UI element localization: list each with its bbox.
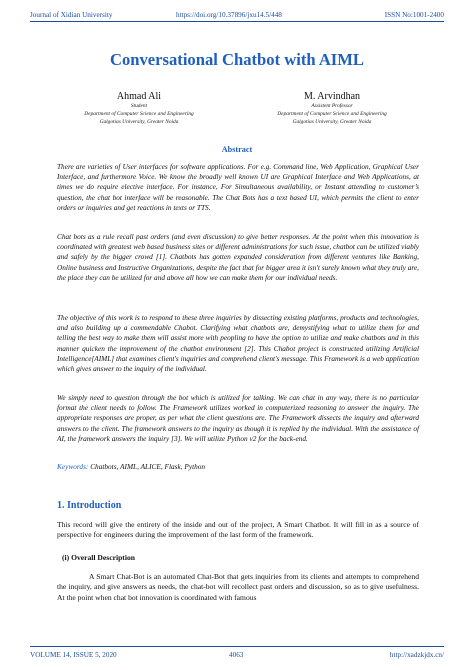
abstract-paragraph-2: Chat bots as a rule recall past orders (and even discussion) to give better responses. At the point when this innovation is coordinated with greatest web based business sites or different administrations for such issue, chatbot can be utilized viably and safely by the bigger crowd [1]. Chatbots has gotten expanded consideration from different ventures like Banking, Online business and Instructive Organizations, despite the fact that for bigger area it isn't surely known what they truly are, the place they can be utilized for and above all how we can make them for our individual needs. (57, 232, 419, 282)
keywords-text: Chatbots, AIML, ALICE, Flask, Python (90, 462, 206, 471)
author-name: Ahmad Ali (116, 91, 162, 102)
abstract-heading: Abstract (221, 145, 253, 154)
abstract-paragraph-4: We simply need to question through the bot which is utilized for talking. We can chat in any way, there is no particular format the client needs to follow. The Framework utilizes worked in computerized reasoning to answer the inquiry. The appropriate responses are proper, as per what the client questions are. The Framework dissects the inquiry and afterward answers to the client. The framework answers to the inquiry as though it is replied by the individual. With the assistance of AI, the framework answers the inquiry [3]. We will utilize Python v2 for the back-end. (57, 393, 419, 443)
keywords-line (57, 462, 419, 472)
author-role: Assistent Professor (311, 103, 353, 109)
abstract-paragraph-1: There are varieties of User interfaces for software applications. For e.g. Command line, Web Application, Graphical User Interface, and furthermore Voice. We know the broadly well known UI are Graphical Interface and Web Applications, at times we do require elective interface. For instance, For Simultaneous availability, or Instant attending to customer’s question, the chat bot interface will be reasonable. The Chat Bots has a text based UI, which permits the client to enter orders or inquiries and get reactions in texts or TTS. (57, 162, 419, 212)
author-name: M. Arvindhan (303, 91, 361, 102)
header-rule (30, 21, 444, 22)
author-univ: Galgotias University, Greater Noida (292, 119, 372, 125)
intro-paragraph: This record will give the entirety of the inside and out of the project, A Smart Chatbot. It will fill in as a source of perspective for engineers during the improvement of the last form of the framework. (57, 520, 419, 540)
subsection-heading: (i) Overall Description (62, 553, 135, 562)
author-block-1 (39, 91, 239, 126)
page-number: 4063 (229, 651, 244, 659)
issn: ISSN No:1001-2400 (384, 11, 444, 19)
journal-name: Journal of Xidian University (30, 11, 113, 19)
footer-volume: VOLUME 14, ISSUE 5, 2020 (30, 651, 117, 659)
author-dept: Department of Computer Science and Engineering (84, 111, 194, 117)
doi-link[interactable]: https://doi.org/10.37896/jxu14.5/448 (176, 11, 282, 19)
paper-title: Conversational Chatbot with AIML (110, 50, 364, 69)
abstract-paragraph-3: The objective of this work is to respond to these three inquiries by dissecting existing platforms, products and technologies, and also building up a commendable Chabot. Clarifying what chatbots are, demystifying what to utilize them for and telling the best way to make them will assist more with peopling to have the option to utilize and make chatbots and in this manner quicken the improvement of the chatbot environment [2]. This Chabot project is constructed utilizing Artificial Intelligence[AIML] that examines client's inquiries and comprehend client's message. This Framework is a web application which gives answer to the inquiry of the individual. (57, 313, 419, 374)
author-univ: Galgotias University, Greater Noida (99, 119, 179, 125)
overall-description-paragraph: A Smart Chat-Bot is an automated Chat-Bot that gets inquiries from its clients and attempts to comprehend the inquiry, and give answers as needs, the chat-bot will recollect past orders and discussion, so as to give usefulness. At the point when chat bot innovation is coordinated with famous (57, 572, 419, 602)
keywords-label: Keywords: (57, 462, 89, 471)
section-heading: 1. Introduction (57, 500, 122, 511)
author-role: Student (130, 103, 148, 109)
author-block-2 (232, 91, 432, 126)
footer-rule (30, 646, 444, 647)
footer-url[interactable]: http://xadzkjdx.cn/ (389, 651, 444, 659)
author-dept: Department of Computer Science and Engineering (277, 111, 387, 117)
